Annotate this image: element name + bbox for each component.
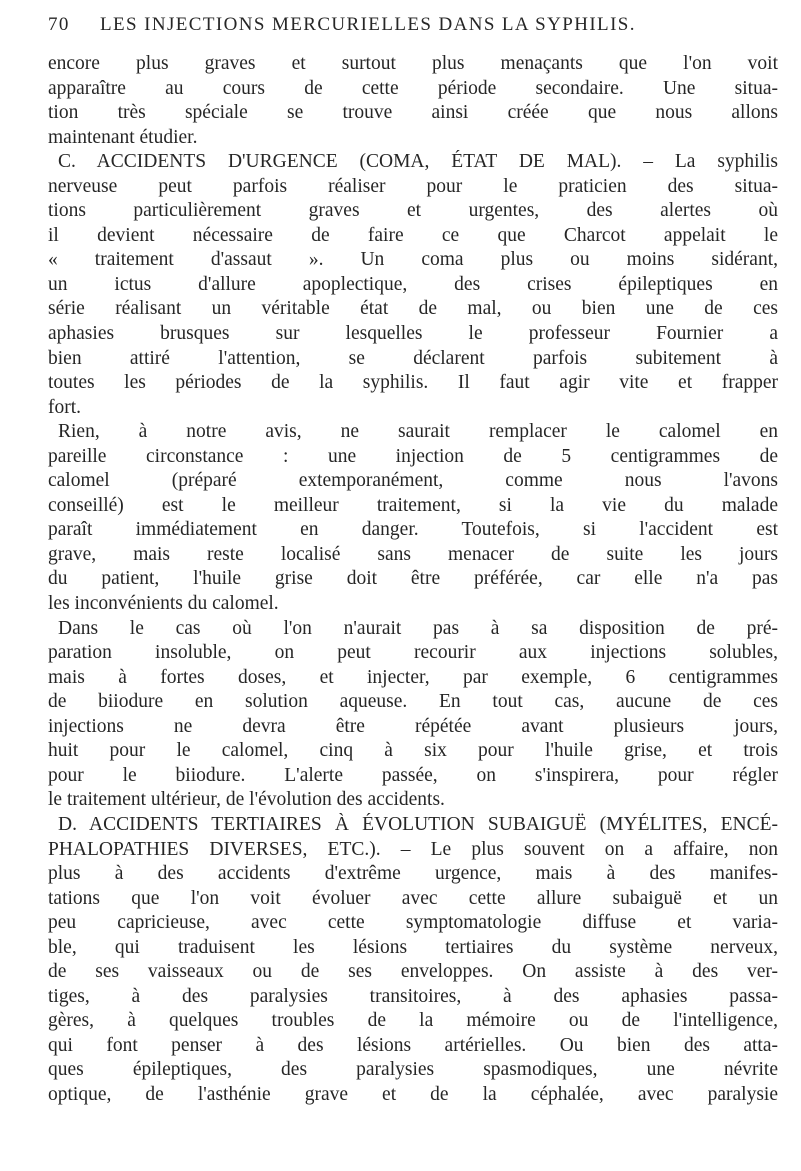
text-line: Dans le cas où l'on n'aurait pas à sa disposition de pré- xyxy=(58,617,778,639)
text-line: paration insoluble, on peut recourir aux injections solubles, xyxy=(48,642,778,664)
text-line: les inconvénients du calomel. xyxy=(48,593,279,615)
text-line: tations que l'on voit évoluer avec cette allure subaiguë et un xyxy=(48,887,778,909)
text-line: de biiodure en solution aqueuse. En tout cas, aucune de ces xyxy=(48,691,778,713)
book-page xyxy=(48,0,778,1171)
text-line: mais à fortes doses, et injecter, par exemple, 6 centigrammes xyxy=(48,666,778,688)
running-title: LES INJECTIONS MERCURIELLES DANS LA SYPHILIS. xyxy=(100,14,636,35)
text-line: « traitement d'assaut ». Un coma plus ou moins sidérant, xyxy=(48,249,778,271)
text-line: tiges, à des paralysies transitoires, à des aphasies passa- xyxy=(48,985,778,1007)
text-line: tion très spéciale se trouve ainsi créée que nous allons xyxy=(48,102,778,124)
text-line: du patient, l'huile grise doit être préférée, car elle n'a pas xyxy=(48,568,778,590)
text-line: ques épileptiques, des paralysies spasmodiques, une névrite xyxy=(48,1059,778,1081)
text-line: le traitement ultérieur, de l'évolution des accidents. xyxy=(48,789,445,811)
text-line: nerveuse peut parfois réaliser pour le praticien des situa- xyxy=(48,175,778,197)
text-line: tions particulièrement graves et urgentes, des alertes où xyxy=(48,200,778,222)
text-line: de ses vaisseaux ou de ses enveloppes. On assiste à des ver- xyxy=(48,961,778,983)
text-line: série réalisant un véritable état de mal, ou bien une de ces xyxy=(48,298,778,320)
text-line: qui font penser à des lésions artérielles. Ou bien des atta- xyxy=(48,1034,778,1056)
text-line: aphasies brusques sur lesquelles le professeur Fournier a xyxy=(48,323,778,345)
text-line: encore plus graves et surtout plus menaçants que l'on voit xyxy=(48,53,778,74)
text-line: D. ACCIDENTS TERTIAIRES À ÉVOLUTION SUBAIGUË (MYÉLITES, ENCÉ- xyxy=(58,813,778,835)
text-line: conseillé) est le meilleur traitement, si la vie du malade xyxy=(48,494,778,516)
text-line: grave, mais reste localisé sans menacer de suite les jours xyxy=(48,543,778,565)
text-line: apparaître au cours de cette période secondaire. Une situa- xyxy=(48,77,778,99)
text-line: ble, qui traduisent les lésions tertiaires du système nerveux, xyxy=(48,936,778,958)
text-line: toutes les périodes de la syphilis. Il faut agir vite et frapper xyxy=(48,372,778,394)
text-line: fort. xyxy=(48,396,82,418)
text-line: huit pour le calomel, cinq à six pour l'huile grise, et trois xyxy=(48,740,778,762)
text-line: il devient nécessaire de faire ce que Charcot appelait le xyxy=(48,224,778,246)
text-line: peu capricieuse, avec cette symptomatologie diffuse et varia- xyxy=(48,912,778,934)
text-line: paraît immédiatement en danger. Toutefois, si l'accident est xyxy=(48,519,778,541)
text-line: injections ne devra être répétée avant plusieurs jours, xyxy=(48,715,778,737)
text-line: pour le biiodure. L'alerte passée, on s'inspirera, pour régler xyxy=(48,764,778,786)
text-line: maintenant étudier. xyxy=(48,126,198,148)
text-line: plus à des accidents d'extrême urgence, mais à des manifes- xyxy=(48,863,778,885)
text-line: gères, à quelques troubles de la mémoire ou de l'intelligence, xyxy=(48,1010,778,1032)
text-line: PHALOPATHIES DIVERSES, ETC.). – Le plus souvent on a affaire, non xyxy=(48,838,778,860)
text-line: optique, de l'asthénie grave et de la céphalée, avec paralysie xyxy=(48,1083,778,1105)
text-line: calomel (préparé extemporanément, comme nous l'avons xyxy=(48,470,778,492)
text-line: C. ACCIDENTS D'URGENCE (COMA, ÉTAT DE MAL). – La syphilis xyxy=(58,151,778,173)
text-line: Rien, à notre avis, ne saurait remplacer le calomel en xyxy=(58,421,778,443)
running-header xyxy=(48,14,778,36)
text-line: bien attiré l'attention, se déclarent parfois subitement à xyxy=(48,347,778,369)
text-line: pareille circonstance : une injection de 5 centigrammes de xyxy=(48,445,778,467)
page-number: 70 xyxy=(48,14,70,35)
body-text xyxy=(48,52,778,1108)
text-line: un ictus d'allure apoplectique, des crises épileptiques en xyxy=(48,273,778,295)
